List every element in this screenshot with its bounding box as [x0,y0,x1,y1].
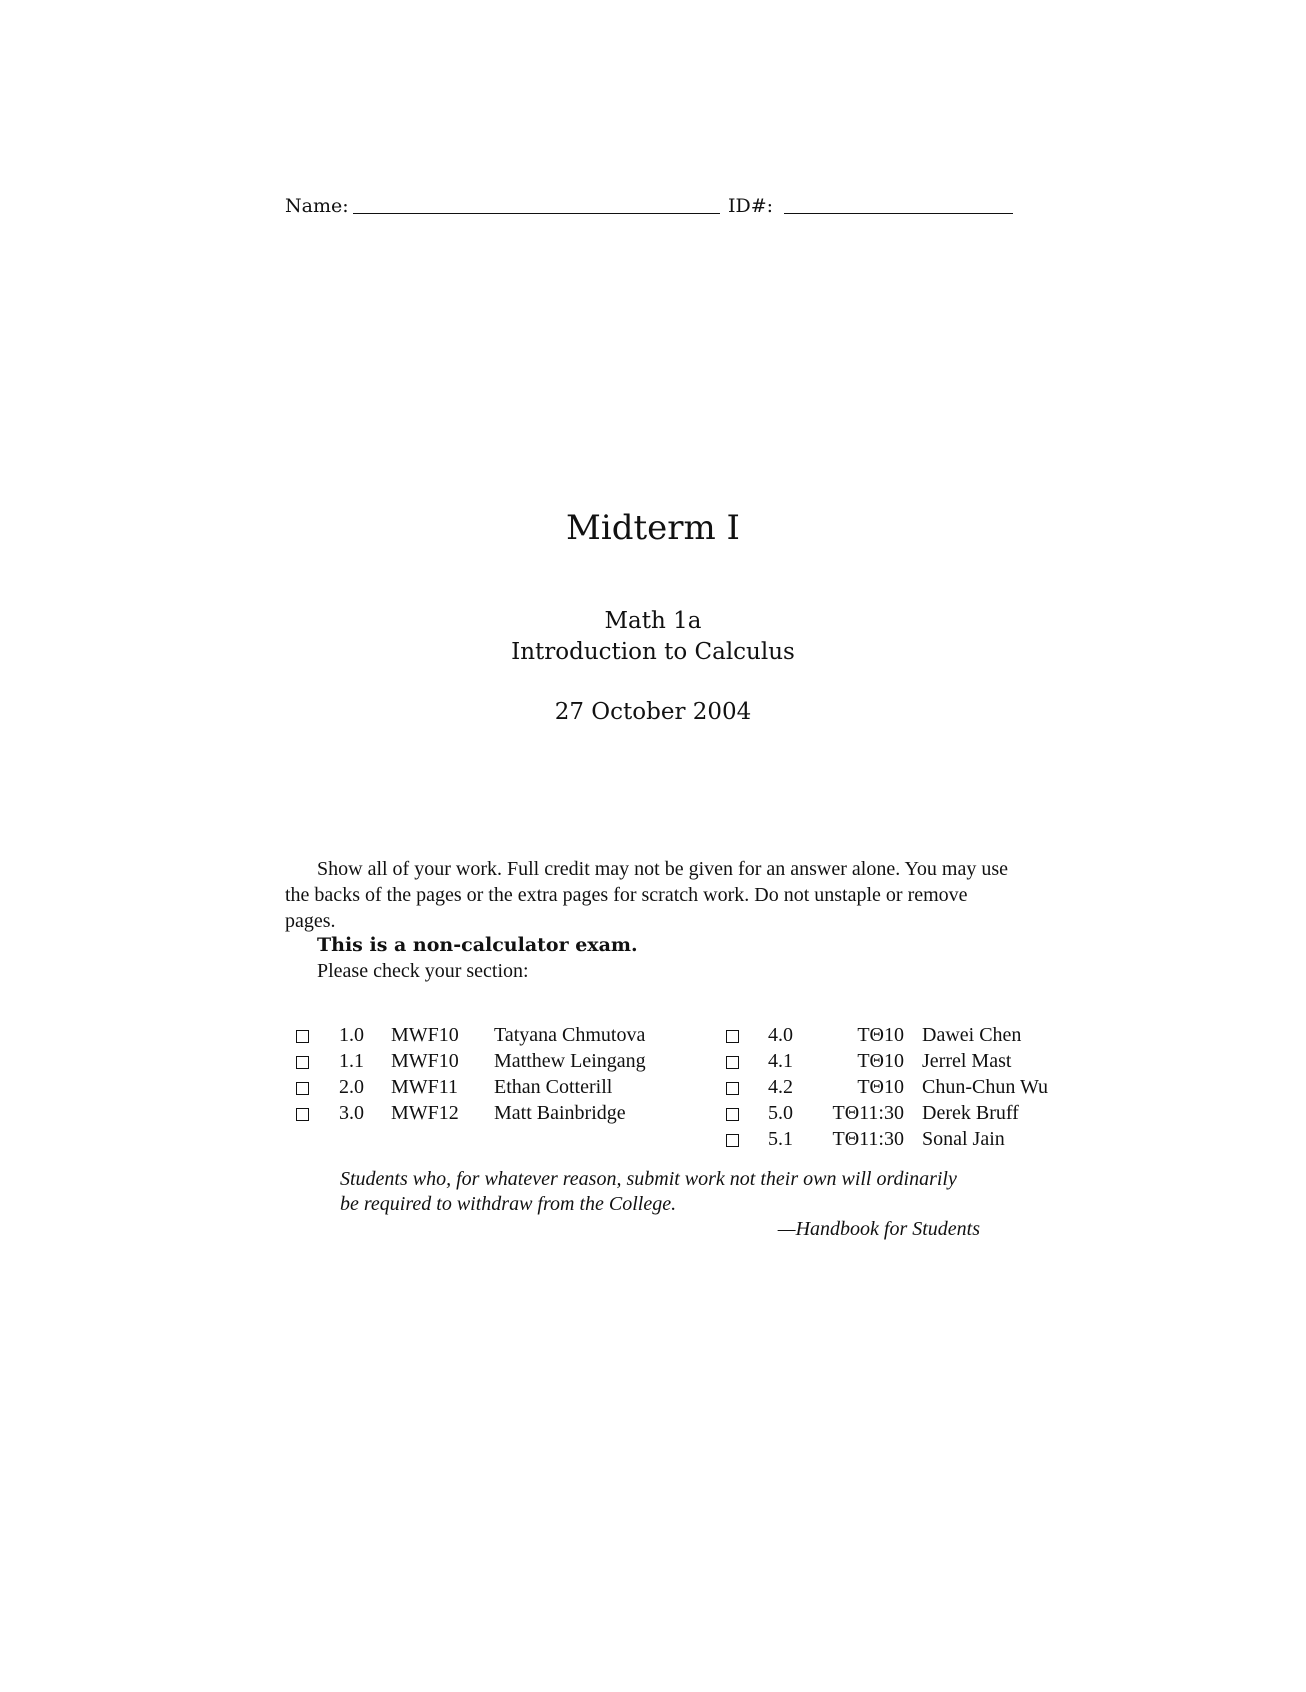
section-number: 5.1 [768,1128,793,1150]
quote-source: —Handbook for Students [777,1218,980,1240]
section-number: 2.0 [339,1076,364,1098]
section-row [726,1100,1086,1126]
section-time: TΘ11:30 [832,1128,904,1150]
section-time: MWF10 [391,1024,459,1046]
name-label: Name: [285,195,349,217]
section-checkbox[interactable] [296,1074,309,1100]
section-checkbox[interactable] [726,1100,739,1126]
section-time: TΘ11:30 [832,1102,904,1124]
section-time: MWF10 [391,1050,459,1072]
section-number: 5.0 [768,1102,793,1124]
section-checkbox[interactable] [726,1126,739,1152]
section-instructor: Tatyana Chmutova [494,1024,646,1046]
section-number: 1.1 [339,1050,364,1072]
non-calculator-notice: This is a non-calculator exam. [317,934,638,956]
section-number: 4.0 [768,1024,793,1046]
exam-title: Midterm I [566,508,740,548]
section-time: TΘ10 [857,1024,904,1046]
section-number: 4.1 [768,1050,793,1072]
exam-date: 27 October 2004 [554,699,752,725]
section-instructor: Sonal Jain [922,1128,1005,1150]
section-instructor: Chun-Chun Wu [922,1076,1049,1098]
section-row [726,1022,1086,1048]
section-checkbox[interactable] [726,1022,739,1048]
section-instructor: Derek Bruff [922,1102,1019,1124]
section-row [296,1100,716,1126]
section-instructor: Dawei Chen [922,1024,1022,1046]
name-field[interactable] [353,213,720,214]
course-number: Math 1a [604,608,702,634]
section-row [296,1022,716,1048]
section-time: MWF12 [391,1102,459,1124]
id-label: ID#: [728,195,774,217]
section-checkbox[interactable] [296,1048,309,1074]
honor-quote: Students who, for whatever reason, submit work not their own will ordinarily be required to withdraw from the College. [340,1168,957,1215]
section-checkbox[interactable] [296,1100,309,1126]
id-field[interactable] [784,213,1013,214]
section-row [726,1048,1086,1074]
section-time: TΘ10 [857,1050,904,1072]
check-section-prompt: Please check your section: [317,960,529,982]
instructions-paragraph: Show all of your work. Full credit may not be given for an answer alone. You may use the backs of the pages or the extra pages for scratch work. Do not unstaple or remove pages. [285,858,1008,932]
section-instructor: Matt Bainbridge [494,1102,626,1124]
section-number: 4.2 [768,1076,793,1098]
sections-left [296,1022,716,1126]
section-time: MWF11 [391,1076,459,1098]
section-instructor: Matthew Leingang [494,1050,646,1072]
section-row [726,1126,1086,1152]
section-row [296,1048,716,1074]
course-name: Introduction to Calculus [511,639,795,665]
section-checkbox[interactable] [726,1074,739,1100]
section-checkbox[interactable] [726,1048,739,1074]
section-number: 3.0 [339,1102,364,1124]
section-instructor: Ethan Cotterill [494,1076,613,1098]
section-number: 1.0 [339,1024,364,1046]
section-row [296,1074,716,1100]
section-instructor: Jerrel Mast [922,1050,1012,1072]
sections-right [726,1022,1086,1152]
section-checkbox[interactable] [296,1022,309,1048]
section-row [726,1074,1086,1100]
section-time: TΘ10 [857,1076,904,1098]
